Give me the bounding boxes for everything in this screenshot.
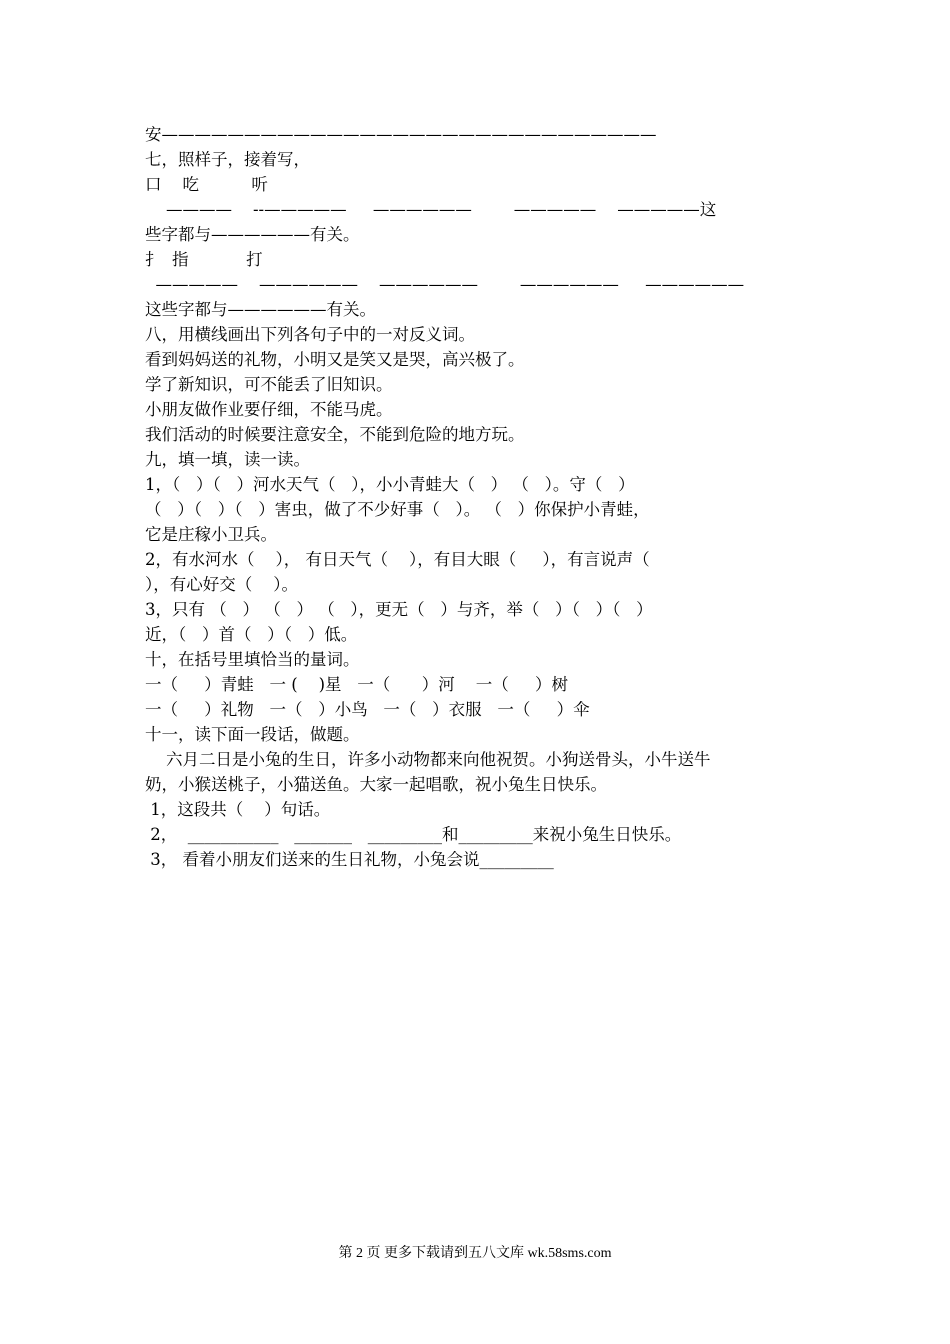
text-line: 它是庄稼小卫兵。 [145,525,277,544]
text-line: （ ）（ ）（ ）害虫，做了不少好事（ ）。 （ ）你保护小青蛙， [145,500,650,519]
blank-line: ————— —————— —————— —————— —————— [145,275,745,294]
text-line: 扌 指 打 [145,250,263,269]
text-line: 2，有水河水（ ）， 有日天气（ ），有目大眼（ ），有言说声（ [145,550,650,569]
section-heading: 十一，读下面一段话，做题。 [145,725,360,744]
text-line: 小朋友做作业要仔细，不能马虎。 [145,400,393,419]
text-line: 口 吃 听 [145,175,268,194]
paragraph-line: 六月二日是小兔的生日，许多小动物都来向他祝贺。小狗送骨头，小牛送牛 [145,750,711,769]
paragraph-line: 奶，小猴送桃子，小猫送鱼。大家一起唱歌，祝小兔生日快乐。 [145,775,607,794]
text-line: 我们活动的时候要注意安全，不能到危险的地方玩。 [145,425,525,444]
text-line: 1，（ ）（ ）河水天气（ ），小小青蛙大（ ） （ ）。守（ ） [145,475,635,494]
text-line: 一（ ）青蛙 一 ( )星 一（ ）河 一（ ）树 [145,675,568,694]
text-line: 安—————————————————————————————— [145,125,657,144]
question-line: 1，这段共（ ）句话。 [145,800,331,819]
question-line: 2， ___________ _______ _________和_________来祝小兔生日快乐。 [145,825,682,844]
text-line: ），有心好交（ ）。 [145,575,298,594]
text-line: 些字都与——————有关。 [145,225,360,244]
text-line: 近，（ ）首（ ）（ ）低。 [145,625,358,644]
text-line: 看到妈妈送的礼物，小明又是笑又是哭，高兴极了。 [145,350,525,369]
question-line: 3， 看着小朋友们送来的生日礼物，小兔会说_________ [145,850,554,869]
section-heading: 七，照样子，接着写， [145,150,310,169]
section-heading: 九，填一填，读一读。 [145,450,310,469]
text-line: 3，只有 （ ） （ ） （ ），更无（ ）与齐，举（ ）（ ）（ ） [145,600,653,619]
section-heading: 十，在括号里填恰当的量词。 [145,650,360,669]
text-line: 一（ ）礼物 一（ ）小鸟 一（ ）衣服 一（ ）伞 [145,700,590,719]
text-line: 学了新知识，可不能丢了旧知识。 [145,375,393,394]
page-footer: 第 2 页 更多下载请到五八文库 wk.58sms.com [338,1246,612,1261]
section-heading: 八，用横线画出下列各句子中的一对反义词。 [145,325,475,344]
blank-line: ———— --————— —————— ————— —————这 [145,200,717,219]
text-line: 这些字都与——————有关。 [145,300,376,319]
